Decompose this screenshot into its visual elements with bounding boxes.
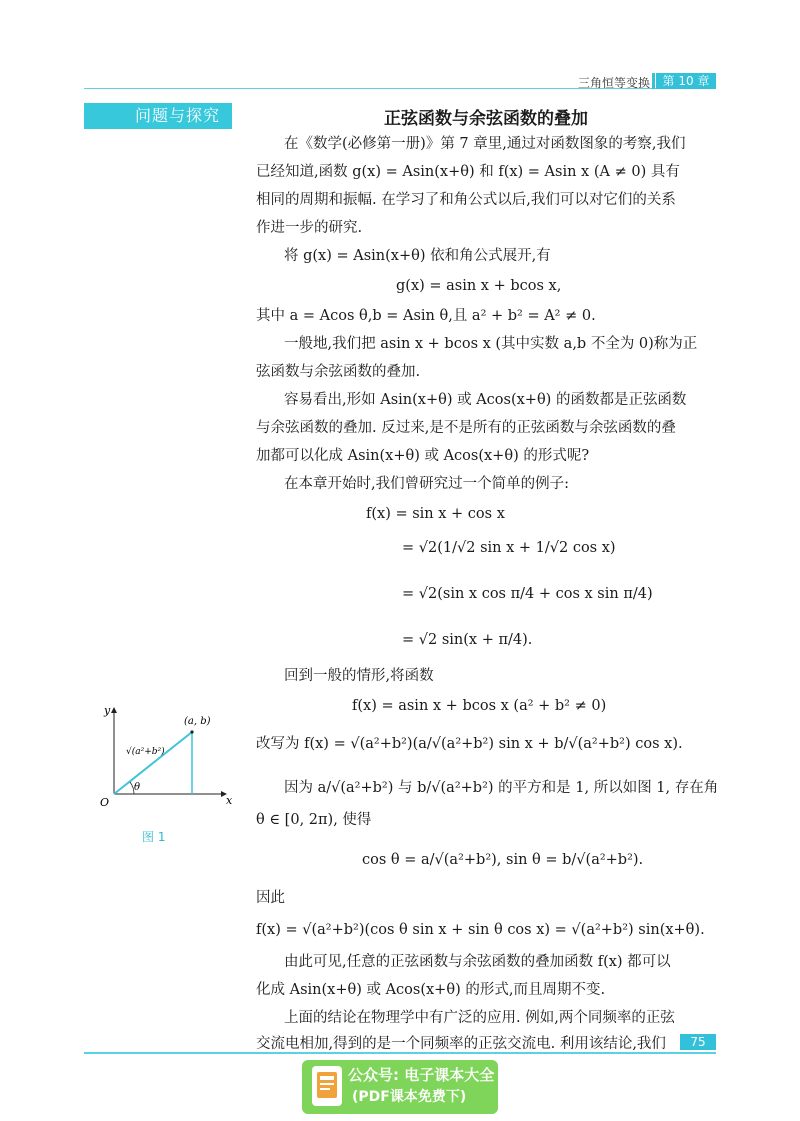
paragraph-line: 回到一般的情形,将函数 — [284, 668, 434, 684]
figure-caption: 图 1 — [142, 830, 166, 844]
chapter-badge: 第 10 章 — [656, 73, 716, 89]
paragraph-line: 容易看出,形如 Asin(x+θ) 或 Acos(x+θ) 的函数都是正弦函数 — [284, 392, 687, 408]
paragraph-line: 与余弦函数的叠加. 反过来,是不是所有的正弦函数与余弦函数的叠 — [256, 420, 676, 436]
paragraph-line: 相同的周期和振幅. 在学习了和角公式以后,我们可以对它们的关系 — [256, 192, 676, 208]
watermark-text: 公众号: 电子课本大全 — [348, 1066, 495, 1084]
paragraph-line: 化成 Asin(x+θ) 或 Acos(x+θ) 的形式,而且周期不变. — [256, 982, 606, 998]
y-axis-label: y — [104, 704, 111, 717]
paragraph-line: 在《数学(必修第一册)》第 7 章里,通过对函数图象的考察,我们 — [284, 136, 686, 152]
x-axis-label: x — [226, 794, 233, 807]
book-icon — [312, 1066, 342, 1106]
hypotenuse-label: √(a²+b²) — [126, 747, 165, 757]
paragraph-line: 因为 a/√(a²+b²) 与 b/√(a²+b²) 的平方和是 1, 所以如图 1, 存在角 — [284, 780, 719, 796]
point-marker — [190, 730, 193, 733]
watermark-subtext: (PDF课本免费下) — [352, 1089, 467, 1105]
equation: f(x) = asin x + bcos x (a² + b² ≠ 0) — [352, 698, 607, 714]
paragraph-line: θ ∈ [0, 2π), 使得 — [256, 812, 372, 828]
equation: = √2(sin x cos π/4 + cos x sin π/4) — [402, 586, 653, 602]
equation: f(x) = √(a²+b²)(cos θ sin x + sin θ cos x) = √(a²+b²) sin(x+θ). — [256, 922, 705, 938]
paragraph-line: 已经知道,函数 g(x) = Asin(x+θ) 和 f(x) = Asin x (A ≠ 0) 具有 — [256, 164, 680, 180]
paragraph-line: 弦函数与余弦函数的叠加. — [256, 364, 421, 380]
paragraph-line: 将 g(x) = Asin(x+θ) 依和角公式展开,有 — [284, 248, 551, 264]
paragraph-line: 由此可见,任意的正弦函数与余弦函数的叠加函数 f(x) 都可以 — [284, 954, 671, 970]
equation: f(x) = sin x + cos x — [366, 506, 505, 522]
equation: = √2 sin(x + π/4). — [402, 632, 533, 648]
paragraph-line: 上面的结论在物理学中有广泛的应用. 例如,两个同频率的正弦 — [284, 1010, 675, 1026]
paragraph-line: 交流电相加,得到的是一个同频率的正弦交流电. 利用该结论,我们 — [256, 1036, 666, 1052]
paragraph-line: 其中 a = Acos θ,b = Asin θ,且 a² + b² = A² ≠ 0. — [256, 308, 596, 324]
page-number: 75 — [680, 1034, 716, 1050]
paragraph-line: 加都可以化成 Asin(x+θ) 或 Acos(x+θ) 的形式呢? — [256, 448, 590, 464]
equation: = √2(1/√2 sin x + 1/√2 cos x) — [402, 540, 616, 556]
equation: g(x) = asin x + bcos x, — [396, 278, 562, 294]
point-label: (a, b) — [184, 716, 211, 727]
paragraph-line: 改写为 f(x) = √(a²+b²)(a/√(a²+b²) sin x + b/√(a²+b²) cos x). — [256, 736, 683, 752]
hypotenuse-line — [114, 732, 192, 794]
paragraph-line: 在本章开始时,我们曾研究过一个简单的例子: — [284, 476, 569, 492]
angle-label: θ — [134, 782, 141, 793]
footer-rule — [84, 1052, 716, 1054]
paragraph-line: 作进一步的研究. — [256, 220, 363, 236]
chapter-badge-bar — [652, 73, 655, 89]
paragraph-line: 因此 — [256, 890, 285, 906]
page-title: 正弦函数与余弦函数的叠加 — [384, 109, 588, 129]
figure-1 — [92, 700, 242, 820]
chapter-title: 三角恒等变换 — [578, 76, 651, 90]
paragraph-line: 一般地,我们把 asin x + bcos x (其中实数 a,b 不全为 0)称为正 — [284, 336, 698, 352]
equation: cos θ = a/√(a²+b²), sin θ = b/√(a²+b²). — [362, 852, 644, 868]
section-label: 问题与探究 — [84, 103, 232, 129]
origin-label: O — [100, 796, 110, 809]
